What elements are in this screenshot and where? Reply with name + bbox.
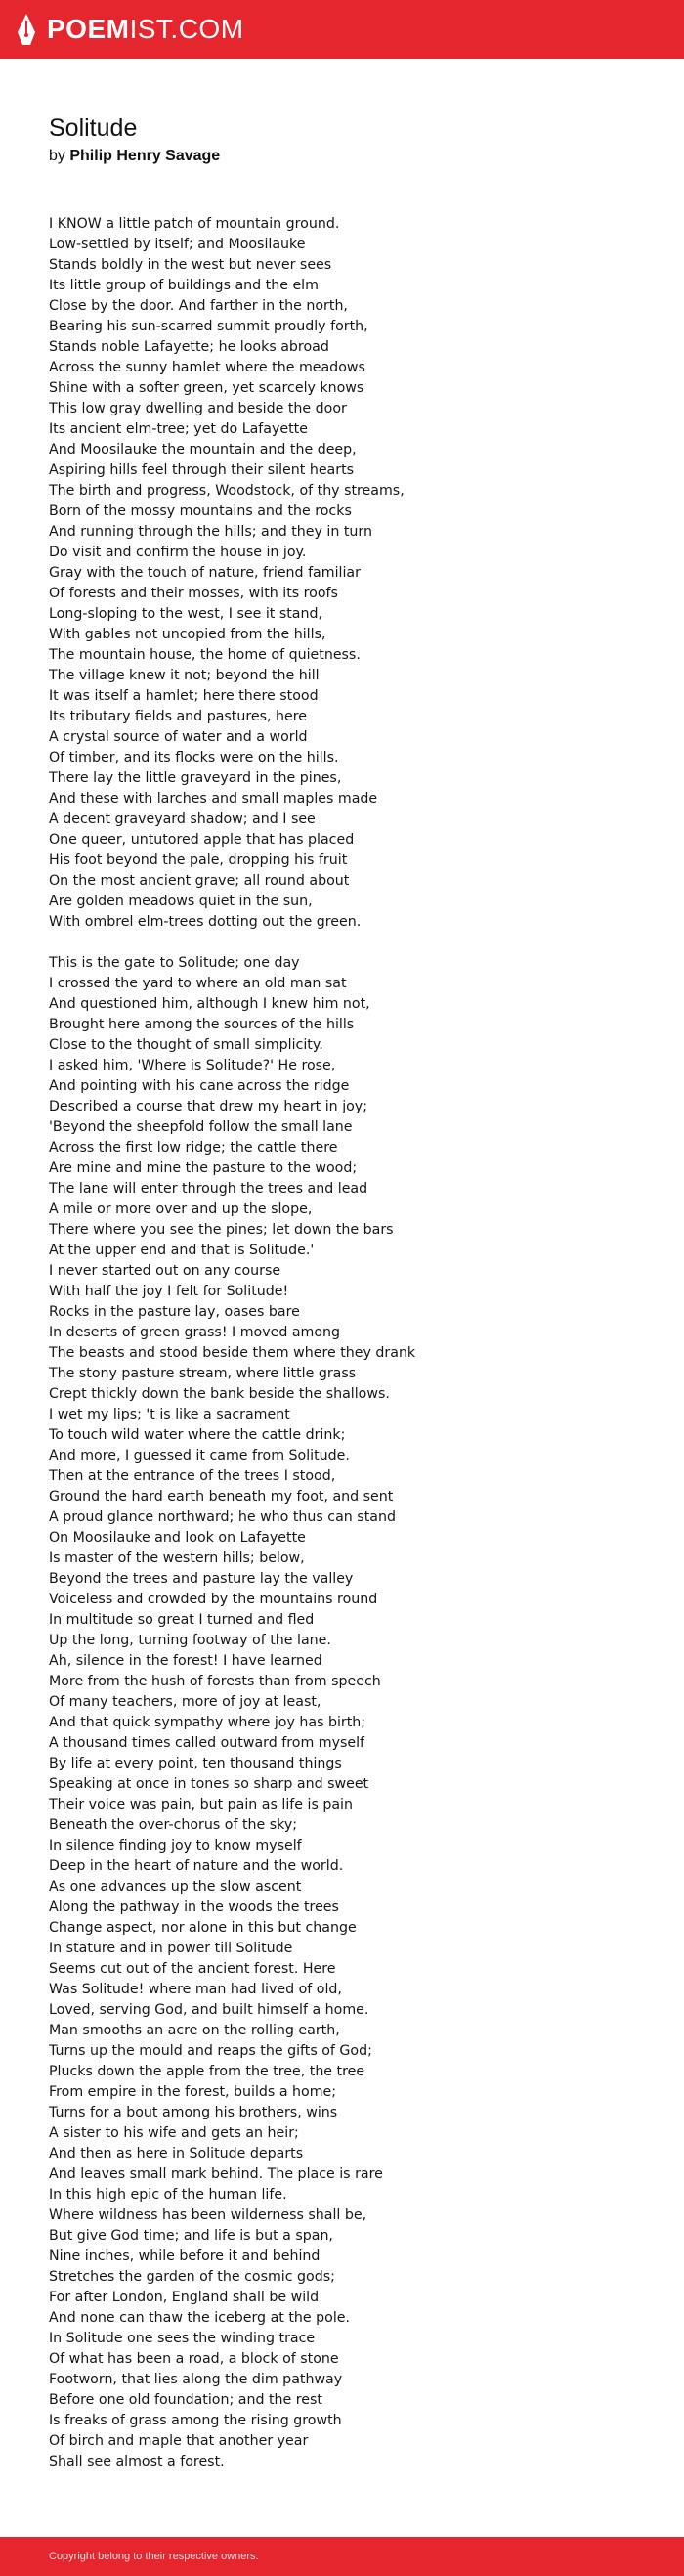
poem-line: As one advances up the slow ascent (49, 1879, 302, 1895)
poem-line: Ah, silence in the forest! I have learned (49, 1653, 322, 1669)
poem-line: With gables not uncopied from the hills, (49, 627, 326, 642)
poem-line: Are golden meadows quiet in the sun, (49, 894, 313, 909)
brand-bold: POEM (47, 14, 130, 44)
poem-line: I never started out on any course (49, 1263, 281, 1279)
poem-line: His foot beyond the pale, dropping his fruit (49, 852, 348, 868)
poem-line: And Moosilauke the mountain and the deep, (49, 442, 357, 458)
poem-line: At the upper end and that is Solitude.' (49, 1243, 315, 1258)
poem-line: Beyond the trees and pasture lay the valley (49, 1571, 354, 1587)
poem-line: In multitude so great I turned and fled (49, 1612, 315, 1628)
byline (49, 147, 220, 166)
poem-header (49, 113, 220, 166)
poem-line: By life at every point, ten thousand things (49, 1756, 342, 1771)
poem-line: The village knew it not; beyond the hill (49, 668, 320, 683)
poem-line: Beneath the over-chorus of the sky; (49, 1817, 298, 1833)
poem-line: Rocks in the pasture lay, oases bare (49, 1304, 300, 1320)
poem-line: More from the hush of forests than from speech (49, 1674, 381, 1689)
poem-line: Voiceless and crowded by the mountains round (49, 1592, 378, 1607)
poem-line: The beasts and stood beside them where they drank (49, 1345, 416, 1361)
poem-line: A thousand times called outward from myself (49, 1735, 365, 1751)
poem-line: The birth and progress, Woodstock, of thy streams, (49, 483, 405, 499)
poem-line: Are mine and mine the pasture to the wood; (49, 1160, 358, 1176)
poem-line: Their voice was pain, but pain as life is pain (49, 1797, 353, 1812)
poem-line: Across the first low ridge; the cattle there (49, 1140, 338, 1156)
poem-line: It was itself a hamlet; here there stood (49, 688, 319, 704)
poem-line: Turns for a bout among his brothers, wins (49, 2105, 338, 2120)
poem-line: In deserts of green grass! I moved among (49, 1325, 341, 1340)
by-label: by (49, 148, 65, 164)
poem-line: I wet my lips; 't is like a sacrament (49, 1407, 290, 1422)
poem-line: This is the gate to Solitude; one day (49, 955, 300, 971)
poem-line: Of timber, and its flocks were on the hills. (49, 750, 339, 765)
poem-line: But give God time; and life is but a span, (49, 2228, 333, 2244)
poem-line: Brought here among the sources of the hills (49, 1017, 355, 1032)
poem-line: Along the pathway in the woods the trees (49, 1899, 339, 1915)
poem-line: And more, I guessed it came from Solitude. (49, 1448, 350, 1463)
poem-line: A proud glance northward; he who thus can stand (49, 1509, 396, 1525)
poem-line: A sister to his wife and gets an heir; (49, 2125, 299, 2141)
poem-line: Plucks down the apple from the tree, the tree (49, 2064, 365, 2079)
poem-line: Man smooths an acre on the rolling earth, (49, 2023, 340, 2038)
poem-line: I asked him, 'Where is Solitude?' He rose, (49, 1058, 336, 1073)
poem-line: With half the joy I felt for Solitude! (49, 1284, 289, 1299)
poem-line: And leaves small mark behind. The place is rare (49, 2166, 383, 2182)
poem-line: Do visit and confirm the house in joy. (49, 545, 307, 560)
poem-line: The mountain house, the home of quietness. (49, 647, 361, 663)
poem-line: Stretches the garden of the cosmic gods; (49, 2269, 335, 2285)
poem-line: Its little group of buildings and the elm (49, 278, 319, 293)
poem-line: On the most ancient grave; all round about (49, 873, 350, 889)
poem-line: Close to the thought of small simplicity. (49, 1037, 323, 1053)
poem-line: In Solitude one sees the winding trace (49, 2331, 316, 2346)
poem-line: Crept thickly down the bank beside the shallows. (49, 1386, 390, 1402)
poem-line: Was Solitude! where man had lived of old, (49, 1982, 342, 1997)
poem-line: And that quick sympathy where joy has birth; (49, 1715, 366, 1730)
site-logo-text[interactable] (47, 14, 244, 45)
poem-line: And none can thaw the iceberg at the pole. (49, 2310, 350, 2326)
poem-line: Its ancient elm-tree; yet do Lafayette (49, 421, 308, 437)
poem-line: And running through the hills; and they in turn (49, 524, 372, 540)
copyright-text: Copyright belong to their respective owners. (49, 2551, 259, 2562)
poem-line: Deep in the heart of nature and the world. (49, 1858, 344, 1874)
poem-line: In this high epic of the human life. (49, 2187, 287, 2203)
poem-line: For after London, England shall be wild (49, 2290, 320, 2305)
poem-line: Of what has been a road, a block of stone (49, 2351, 339, 2367)
poem-line: Up the long, turning footway of the lane. (49, 1633, 331, 1648)
poem-line: A crystal source of water and a world (49, 729, 308, 745)
poem-line: Low-settled by itself; and Moosilauke (49, 237, 306, 252)
poem-body (49, 214, 415, 2493)
poem-line: In stature and in power till Solitude (49, 1941, 293, 1956)
poem-line: I KNOW a little patch of mountain ground. (49, 216, 340, 232)
poem-line: Where wildness has been wilderness shall be, (49, 2207, 367, 2223)
poem-line: Footworn, that lies along the dim pathway (49, 2372, 343, 2387)
poem-line: Gray with the touch of nature, friend familiar (49, 565, 361, 581)
poem-line: Long-sloping to the west, I see it stand, (49, 606, 322, 622)
poem-line: Shine with a softer green, yet scarcely knows (49, 380, 364, 396)
poem-line: Born of the mossy mountains and the rocks (49, 503, 352, 519)
poem-line: There where you see the pines; let down the bars (49, 1222, 394, 1238)
poem-line: Of birch and maple that another year (49, 2433, 309, 2449)
poem-line: In silence finding joy to know myself (49, 1838, 302, 1854)
poem-line: There lay the little graveyard in the pines, (49, 770, 342, 786)
poem-line: Its tributary fields and pastures, here (49, 709, 307, 724)
poem-line: And pointing with his cane across the ridge (49, 1078, 350, 1094)
poem-title: Solitude (49, 114, 138, 142)
poem-line: To touch wild water where the cattle drink; (49, 1427, 346, 1443)
poem-line: And then as here in Solitude departs (49, 2146, 304, 2161)
poem-line: Stands boldly in the west but never sees (49, 257, 332, 273)
poem-line: I crossed the yard to where an old man sat (49, 976, 347, 991)
poem-line: Then at the entrance of the trees I stood, (49, 1468, 336, 1484)
poem-line: Across the sunny hamlet where the meadows (49, 360, 365, 375)
poem-line: The stony pasture stream, where little grass (49, 1366, 357, 1381)
poem-line: And questioned him, although I knew him not, (49, 996, 370, 1012)
stanza (49, 214, 415, 933)
poem-line: Close by the door. And farther in the north, (49, 298, 348, 314)
poem-line: Ground the hard earth beneath my foot, and sent (49, 1489, 394, 1505)
poem-line: Bearing his sun-scarred summit proudly forth, (49, 319, 368, 334)
poem-line: Of forests and their mosses, with its roofs (49, 586, 338, 601)
poem-line: And these with larches and small maples made (49, 791, 378, 807)
poem-line: Of many teachers, more of joy at least, (49, 1694, 321, 1710)
poem-line: Turns up the mould and reaps the gifts of God; (49, 2043, 372, 2059)
poem-line: With ombrel elm-trees dotting out the green. (49, 914, 362, 930)
poem-line: Aspiring hills feel through their silent hearts (49, 462, 355, 478)
poem-line: The lane will enter through the trees and lead (49, 1181, 368, 1197)
poem-line: From empire in the forest, builds a home; (49, 2084, 337, 2100)
poem-line: 'Beyond the sheepfold follow the small lane (49, 1119, 353, 1135)
brand-rest: IST.COM (129, 14, 244, 44)
poem-line: Change aspect, nor alone in this but change (49, 1920, 357, 1936)
poem-line: Stands noble Lafayette; he looks abroad (49, 339, 329, 355)
poem-line: Nine inches, while before it and behind (49, 2249, 321, 2264)
poem-line: Loved, serving God, and built himself a home. (49, 2002, 369, 2018)
poem-line: A mile or more over and up the slope, (49, 1201, 313, 1217)
poem-line: This low gray dwelling and beside the door (49, 401, 347, 416)
author-name[interactable]: Philip Henry Savage (69, 148, 221, 164)
poem-line: One queer, untutored apple that has placed (49, 832, 355, 848)
site-header (0, 0, 684, 59)
poem-line: Seems cut out of the ancient forest. Here (49, 1961, 336, 1977)
poem-line: Shall see almost a forest. (49, 2454, 225, 2469)
pen-nib-icon[interactable] (16, 13, 37, 46)
poem-line: On Moosilauke and look on Lafayette (49, 1530, 306, 1546)
site-footer (0, 2537, 684, 2576)
poem-line: Described a course that drew my heart in joy; (49, 1099, 367, 1114)
poem-line: Before one old foundation; and the rest (49, 2392, 322, 2408)
poem-line: Is master of the western hills; below, (49, 1550, 305, 1566)
poem-line: Is freaks of grass among the rising growth (49, 2413, 342, 2428)
poem-line: A decent graveyard shadow; and I see (49, 811, 316, 827)
stanza (49, 953, 415, 2472)
poem-line: Speaking at once in tones so sharp and sweet (49, 1776, 369, 1792)
